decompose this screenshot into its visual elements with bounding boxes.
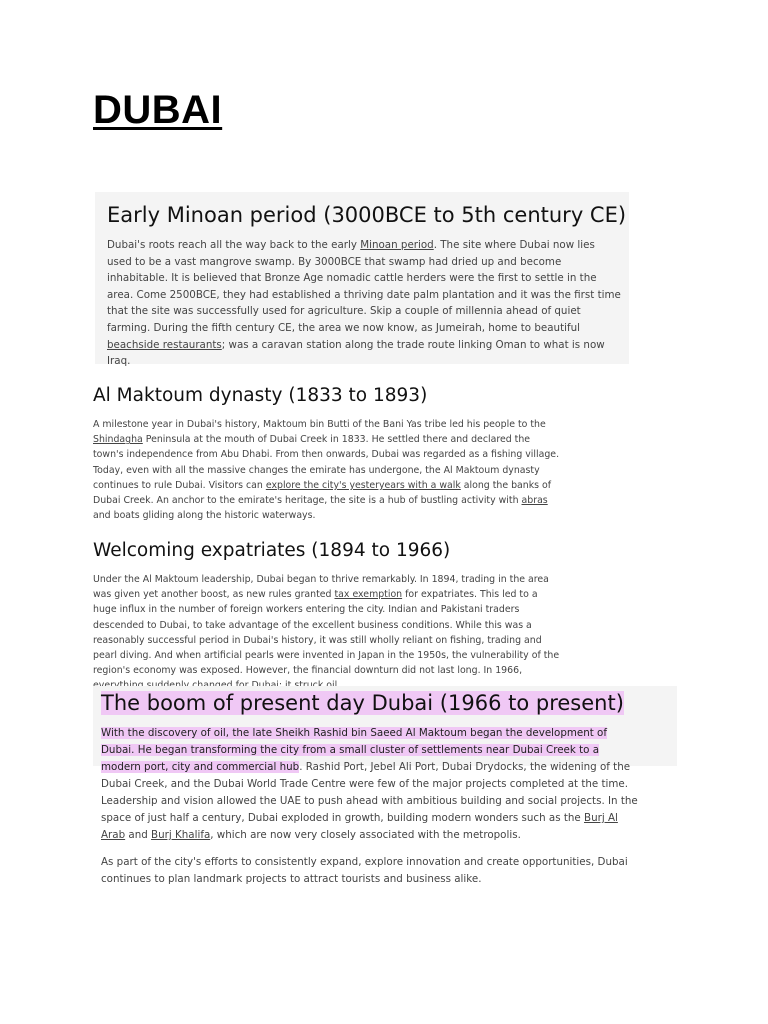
link-burj-khalifa[interactable]: Burj Khalifa [151, 829, 211, 841]
section-paragraph: Under the Al Maktoum leadership, Dubai began to thrive remarkably. In 1894, trading in the area was given yet another boost, as new rules granted tax exemption for expatriates. This led to a huge influx in the number of foreign workers entering the city. Indian and Pakistani traders descended to Dubai, to take advantage of the excellent business conditions. While this was a reasonably successful period in Dubai's history, it was still wholly reliant on fishing, trading and pearl diving. And when artificial pearls were invented in Japan in the 1950s, the vulnerability of the region's economy was exposed. However, the financial downturn did not last long. In 1966, [93, 574, 560, 677]
section-paragraph-2: As part of the city's efforts to consistently expand, explore innovation and create opportunities, Dubai continues to plan landmark projects to attract tourists and business alike. [101, 856, 628, 885]
section-paragraph: A milestone year in Dubai's history, Maktoum bin Butti of the Bani Yas tribe led his people to the Shindagha Peninsula at the mouth of Dubai Creek in 1833. He settled there and declared the town's independence from Abu Dhabi. From then onwards, Dubai was regarded as a fishing village. Today, even with all the massive changes the emirate has undergone, the Al Maktoum dynasty continues to rule Dubai. Visitors can explore the city's yesteryears with a walk along the banks of Dubai Creek. An anchor to the emirate's heritage, the site is a hub of bustling activity with abras and boats gliding along the historic waterways. [93, 419, 560, 522]
section-paragraph: Dubai's roots reach all the way back to the early Minoan period. The site where Dubai now lies used to be a vast mangrove swamp. By 3000BCE that swamp had dried up and become inhabitable. It is believed that Bronze Age nomadic cattle herders were the first to settle in the area. Come 2500BCE, they had established a thriving date palm plantation and it was the first time that the site was successfully used for agriculture. Skip a couple of millennia ahead of quiet farming. During the fifth century CE, the area we now know, as Jumeirah, home to beautiful beachside restaurants; was a caravan station along the trade route linking Oman to what is now Iraq. [107, 239, 621, 368]
section-heading: The boom of present day Dubai (1966 to present) [101, 691, 624, 715]
link-tax-exemption[interactable]: tax exemption [334, 589, 403, 601]
section-heading: Welcoming expatriates (1894 to 1966) [93, 540, 451, 561]
section-boom [101, 686, 661, 888]
section-heading: Early Minoan period (3000BCE to 5th century CE) [107, 203, 627, 227]
page-title: DUBAI [93, 88, 223, 132]
section-al-maktoum [93, 382, 633, 523]
link-beachside-restaurants[interactable]: beachside restaurants [107, 338, 222, 351]
section-expatriates [93, 537, 633, 694]
section-heading: Al Maktoum dynasty (1833 to 1893) [93, 385, 428, 406]
section-paragraph: With the discovery of oil, the late Sheikh Rashid bin Saeed Al Maktoum began the development of Dubai. He began transforming the city from a small cluster of settlements near Dubai Creek to a modern port, city and commercial hub. Rashid Port, Jebel Ali Port, Dubai Drydocks, the widening of the Dubai Creek, and the Dubai World Trade Centre were few of the major projects completed at the time. Leadership and vision allowed the UAE to push ahead with ambitious building and social projects. In the space of just half a century, Dubai exploded in growth, building modern wonders such as the Burj Al Arab and Burj Khalifa, which are now very closely associated with the metropolis. [101, 727, 638, 841]
link-explore-walk[interactable]: explore the city's yesteryears with a walk [265, 479, 461, 491]
link-shindagha[interactable]: Shindagha [93, 434, 143, 446]
section-early-minoan [95, 192, 629, 368]
link-minoan-period[interactable]: Minoan period [360, 239, 434, 251]
link-abras[interactable]: abras [521, 495, 548, 507]
link-burj-al-arab[interactable]: Burj Al Arab [101, 812, 618, 841]
highlighted-text: With the discovery of oil, the late Sheikh Rashid bin Saeed Al Maktoum began the development of Dubai. He began transforming the city from a small cluster of settlements near Dubai Creek to a modern port, city and commercial hub [101, 727, 607, 773]
